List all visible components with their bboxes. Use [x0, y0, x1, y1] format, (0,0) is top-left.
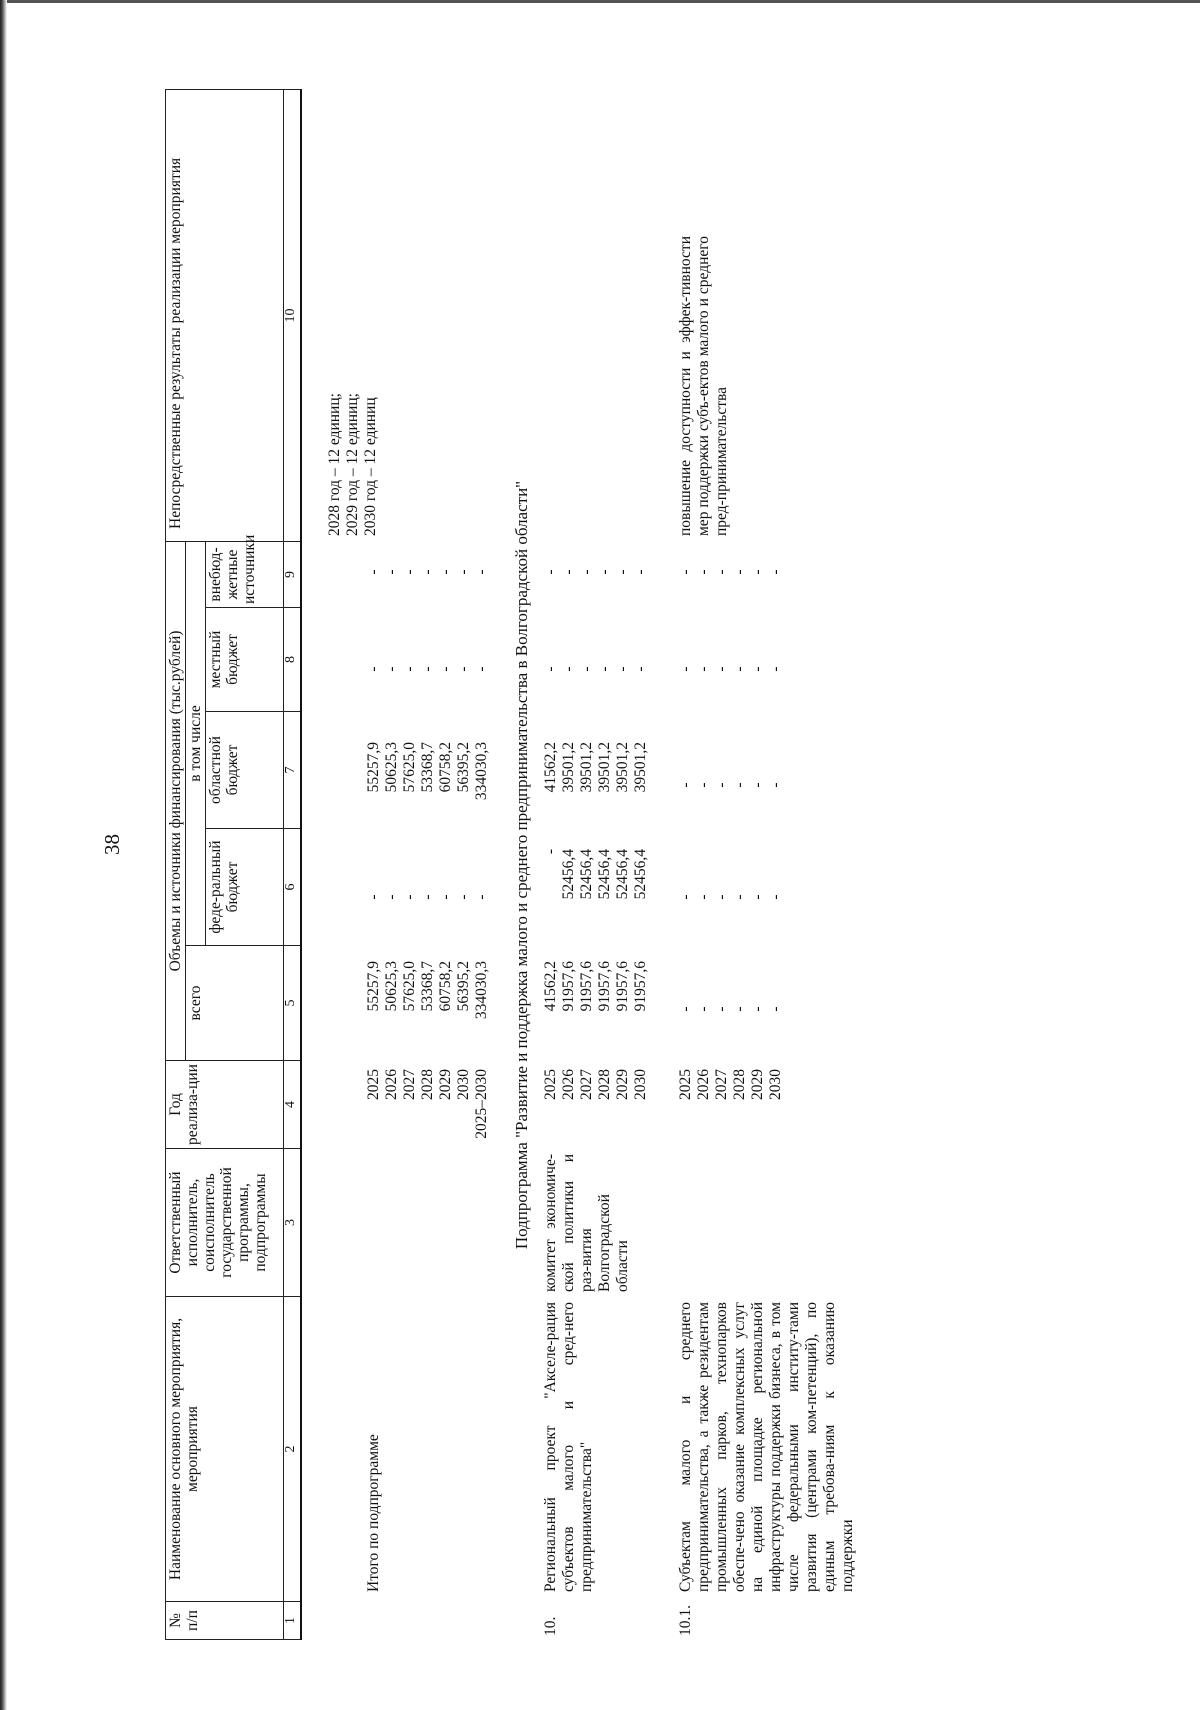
row10-year-5: 2029 [614, 1069, 631, 1100]
carryover-line-1: 2028 год – 12 единиц; [326, 393, 343, 536]
total-federal-value-7: - [473, 894, 490, 900]
row10-total-value-1: 41562,2 [542, 961, 559, 1012]
row10-extra-value-2: - [560, 569, 577, 575]
row10-1-regional-value-2: - [695, 782, 712, 788]
row10-extra-value-6: - [632, 569, 649, 575]
row10-federal [542, 849, 650, 945]
row10-year-4: 2028 [596, 1069, 613, 1100]
row10-1-extra [677, 542, 785, 602]
row10-1-federal-value-4: - [731, 894, 748, 900]
row10-local-value-2: - [560, 666, 577, 672]
row10-federal-value-1: - [542, 849, 559, 855]
row10-1-year-5: 2029 [749, 1069, 766, 1100]
header-year: Год реализа-ции [166, 1061, 284, 1149]
row10-1-regional-value-3: - [713, 782, 730, 788]
row10-executor: комитет экономиче-ской политики и раз-вития Волгоградской области [542, 1154, 631, 1292]
header-federal: феде-ральный бюджет [206, 829, 284, 946]
row10-local-value-6: - [632, 666, 649, 672]
header-including: в том числе [186, 541, 206, 945]
row10-1-total-value-4: - [731, 1006, 748, 1012]
row10-regional-value-1: 41562,2 [542, 742, 559, 793]
row10-1-year-4: 2028 [731, 1069, 748, 1100]
row10-1-total [677, 961, 785, 1057]
row10-1-year-6: 2030 [767, 1069, 784, 1100]
total-regional-value-2: 50625,3 [383, 742, 400, 793]
row10-regional [542, 742, 650, 828]
header-results: Непосредственные результаты реализации мероприятия [166, 89, 284, 541]
header-extra: внебюд-жетные источники [206, 541, 284, 607]
header-total: всего [186, 946, 284, 1061]
row10-1-total-value-5: - [749, 1006, 766, 1012]
total-value-1: 55257,9 [365, 961, 382, 1012]
total-value-4: 53368,7 [419, 961, 436, 1012]
total-year-3: 2027 [401, 1069, 418, 1100]
row10-1-extra-value-4: - [731, 569, 748, 575]
column-number-6: 6 [284, 829, 302, 946]
row10-federal-value-4: 52456,4 [596, 849, 613, 900]
row10-total-value-3: 91957,6 [578, 961, 595, 1012]
total-value-6: 56395,2 [455, 961, 472, 1012]
total-value-7: 334030,3 [473, 961, 490, 1020]
total-local-value-6: - [455, 666, 472, 672]
column-number-4: 4 [284, 1061, 302, 1149]
row10-1-federal-value-1: - [677, 894, 694, 900]
row10-extra-value-3: - [578, 569, 595, 575]
total-year-6: 2030 [455, 1069, 472, 1100]
header-local: местный бюджет [206, 608, 284, 712]
total-regional-value-5: 60758,2 [437, 742, 454, 793]
row10-1-name: Субъектам малого и среднего предпринимательства, а также резидентам промышленных парков, технопарков обеспе-чено оказание комплексных услуг на единой площадке региональной инфраструктуры поддержки бизнеса, в том числе федеральными институ-тами развития (центрами ком-петенций), по единым требова-ниям к оказанию поддержки [677, 1302, 856, 1592]
column-number-1: 1 [284, 1602, 302, 1640]
total-regional-value-3: 57625,0 [401, 742, 418, 793]
row10-1-result: повышение доступности и эффек-тивности мер поддержки субъ-ектов малого и среднего пред-принимательства [677, 236, 730, 536]
row10-year-1: 2025 [542, 1069, 559, 1100]
column-number-7: 7 [284, 712, 302, 829]
row10-extra [542, 542, 650, 602]
total-federal-value-6: - [455, 894, 472, 900]
row10-local-value-4: - [596, 666, 613, 672]
column-number-2: 2 [284, 1297, 302, 1602]
total-years [365, 1069, 491, 1149]
total-extra-value-7: - [473, 569, 490, 575]
row10-1-total-value-6: - [767, 1006, 784, 1012]
row10-local-value-5: - [614, 666, 631, 672]
total-year-2: 2026 [383, 1069, 400, 1100]
row10-1-regional-value-6: - [767, 782, 784, 788]
row10-1-extra-value-5: - [749, 569, 766, 575]
total-extra-value-6: - [455, 569, 472, 575]
total-value-3: 57625,0 [401, 961, 418, 1012]
row10-1-total-value-1: - [677, 1006, 694, 1012]
row10-1-regional-value-1: - [677, 782, 694, 788]
carryover-line-3: 2030 год – 12 единиц [362, 397, 379, 536]
total-federal-value-2: - [383, 894, 400, 900]
total-federal-value-5: - [437, 894, 454, 900]
row10-regional-value-4: 39501,2 [596, 742, 613, 793]
total-federal-value-4: - [419, 894, 436, 900]
row10-local [542, 632, 650, 706]
row10-total-value-5: 91957,6 [614, 961, 631, 1012]
scan-binder-mark [0, 0, 7, 1710]
column-number-5: 5 [284, 946, 302, 1061]
total-regional-value-7: 334030,3 [473, 742, 490, 801]
row10-1-extra-value-1: - [677, 569, 694, 575]
row10-regional-value-6: 39501,2 [632, 742, 649, 793]
row10-regional-value-3: 39501,2 [578, 742, 595, 793]
total-local [365, 632, 491, 706]
total-federal [365, 849, 491, 945]
total-year-4: 2028 [419, 1069, 436, 1100]
row10-1-regional [677, 742, 785, 828]
total-value-5: 60758,2 [437, 961, 454, 1012]
total-value-2: 50625,3 [383, 961, 400, 1012]
column-number-9: 9 [284, 541, 302, 607]
row10-1-total-value-3: - [713, 1006, 730, 1012]
row10-1-total-value-2: - [695, 1006, 712, 1012]
row10-local-value-1: - [542, 666, 559, 672]
row10-1-federal-value-2: - [695, 894, 712, 900]
row10-1-year-1: 2025 [677, 1069, 694, 1100]
row10-1-local [677, 632, 785, 706]
total-local-value-7: - [473, 666, 490, 672]
row10-total-value-6: 91957,6 [632, 961, 649, 1012]
header-name: Наименование основного мероприятия, мероприятия [166, 1297, 284, 1602]
column-number-10: 10 [284, 89, 302, 541]
row10-years [542, 1069, 650, 1149]
total-sum [365, 961, 491, 1057]
header-num: № п/п [166, 1602, 284, 1640]
row10-federal-value-6: 52456,4 [632, 849, 649, 900]
row10-name: Региональный проект "Акселе-рация субъектов малого и сред-него предпринимательства" [542, 1302, 595, 1592]
total-extra-value-2: - [383, 569, 400, 575]
total-extra-value-5: - [437, 569, 454, 575]
row10-extra-value-4: - [596, 569, 613, 575]
row10-total-value-2: 91957,6 [560, 961, 577, 1012]
total-year-1: 2025 [365, 1069, 382, 1100]
column-number-row [284, 89, 302, 1639]
page-number: 38 [100, 834, 124, 855]
total-federal-value-1: - [365, 894, 382, 900]
total-local-value-2: - [383, 666, 400, 672]
total-extra-value-3: - [401, 569, 418, 575]
row10-1-local-value-2: - [695, 666, 712, 672]
carryover-line-2: 2029 год – 12 единиц; [344, 393, 361, 536]
row10-1-year-2: 2026 [695, 1069, 712, 1100]
row10-1-regional-value-4: - [731, 782, 748, 788]
row10-1-extra-value-2: - [695, 569, 712, 575]
header-regional: областной бюджет [206, 712, 284, 829]
total-regional-value-1: 55257,9 [365, 742, 382, 793]
row10-regional-value-5: 39501,2 [614, 742, 631, 793]
header-funding: Объемы и источники финансирования (тыс.рублей) [166, 541, 186, 1060]
row10-year-2: 2026 [560, 1069, 577, 1100]
row10-extra-value-1: - [542, 569, 559, 575]
row10-1-local-value-4: - [731, 666, 748, 672]
row10-1-federal-value-6: - [767, 894, 784, 900]
row10-1-local-value-1: - [677, 666, 694, 672]
row10-1-local-value-3: - [713, 666, 730, 672]
rotated-table-sheet [165, 90, 1185, 1640]
column-number-3: 3 [284, 1149, 302, 1297]
row10-year-3: 2027 [578, 1069, 595, 1100]
scan-top-edge [0, 0, 1200, 3]
total-extra [365, 542, 491, 602]
total-year-7: 2025–2030 [473, 1069, 490, 1139]
row10-1-extra-value-3: - [713, 569, 730, 575]
total-federal-value-3: - [401, 894, 418, 900]
row10-1-years [677, 1069, 785, 1149]
row10-federal-value-2: 52456,4 [560, 849, 577, 900]
total-year-5: 2029 [437, 1069, 454, 1100]
total-extra-value-1: - [365, 569, 382, 575]
subprogram-heading: Подпрограмма "Развитие и поддержка малого и среднего предпринимательства в Волгоградской области" [512, 480, 531, 1250]
total-regional [365, 742, 491, 828]
total-extra-value-4: - [419, 569, 436, 575]
total-local-value-1: - [365, 666, 382, 672]
row10-1-federal-value-3: - [713, 894, 730, 900]
table-header [165, 89, 302, 1640]
row10-total-value-4: 91957,6 [596, 961, 613, 1012]
row10-year-6: 2030 [632, 1069, 649, 1100]
row10-1-federal-value-5: - [749, 894, 766, 900]
row10-1-year-3: 2027 [713, 1069, 730, 1100]
row10-1-local-value-5: - [749, 666, 766, 672]
row10-1-local-value-6: - [767, 666, 784, 672]
row10-1-regional-value-5: - [749, 782, 766, 788]
row10-1-extra-value-6: - [767, 569, 784, 575]
total-local-value-5: - [437, 666, 454, 672]
row10-federal-value-3: 52456,4 [578, 849, 595, 900]
row10-1-num: 10.1. [677, 1605, 694, 1636]
row10-extra-value-5: - [614, 569, 631, 575]
row10-regional-value-2: 39501,2 [560, 742, 577, 793]
row10-federal-value-5: 52456,4 [614, 849, 631, 900]
column-number-8: 8 [284, 608, 302, 712]
total-label: Итого по подпрограмме [365, 1434, 382, 1592]
row10-local-value-3: - [578, 666, 595, 672]
total-regional-value-6: 56395,2 [455, 742, 472, 793]
row10-total [542, 961, 650, 1057]
total-regional-value-4: 53368,7 [419, 742, 436, 793]
row10-1-federal [677, 849, 785, 945]
header-executor: Ответственный исполнитель, соисполнитель государственной программы, подпрограммы [166, 1149, 284, 1297]
total-local-value-4: - [419, 666, 436, 672]
total-local-value-3: - [401, 666, 418, 672]
row10-num: 10. [542, 1616, 559, 1636]
